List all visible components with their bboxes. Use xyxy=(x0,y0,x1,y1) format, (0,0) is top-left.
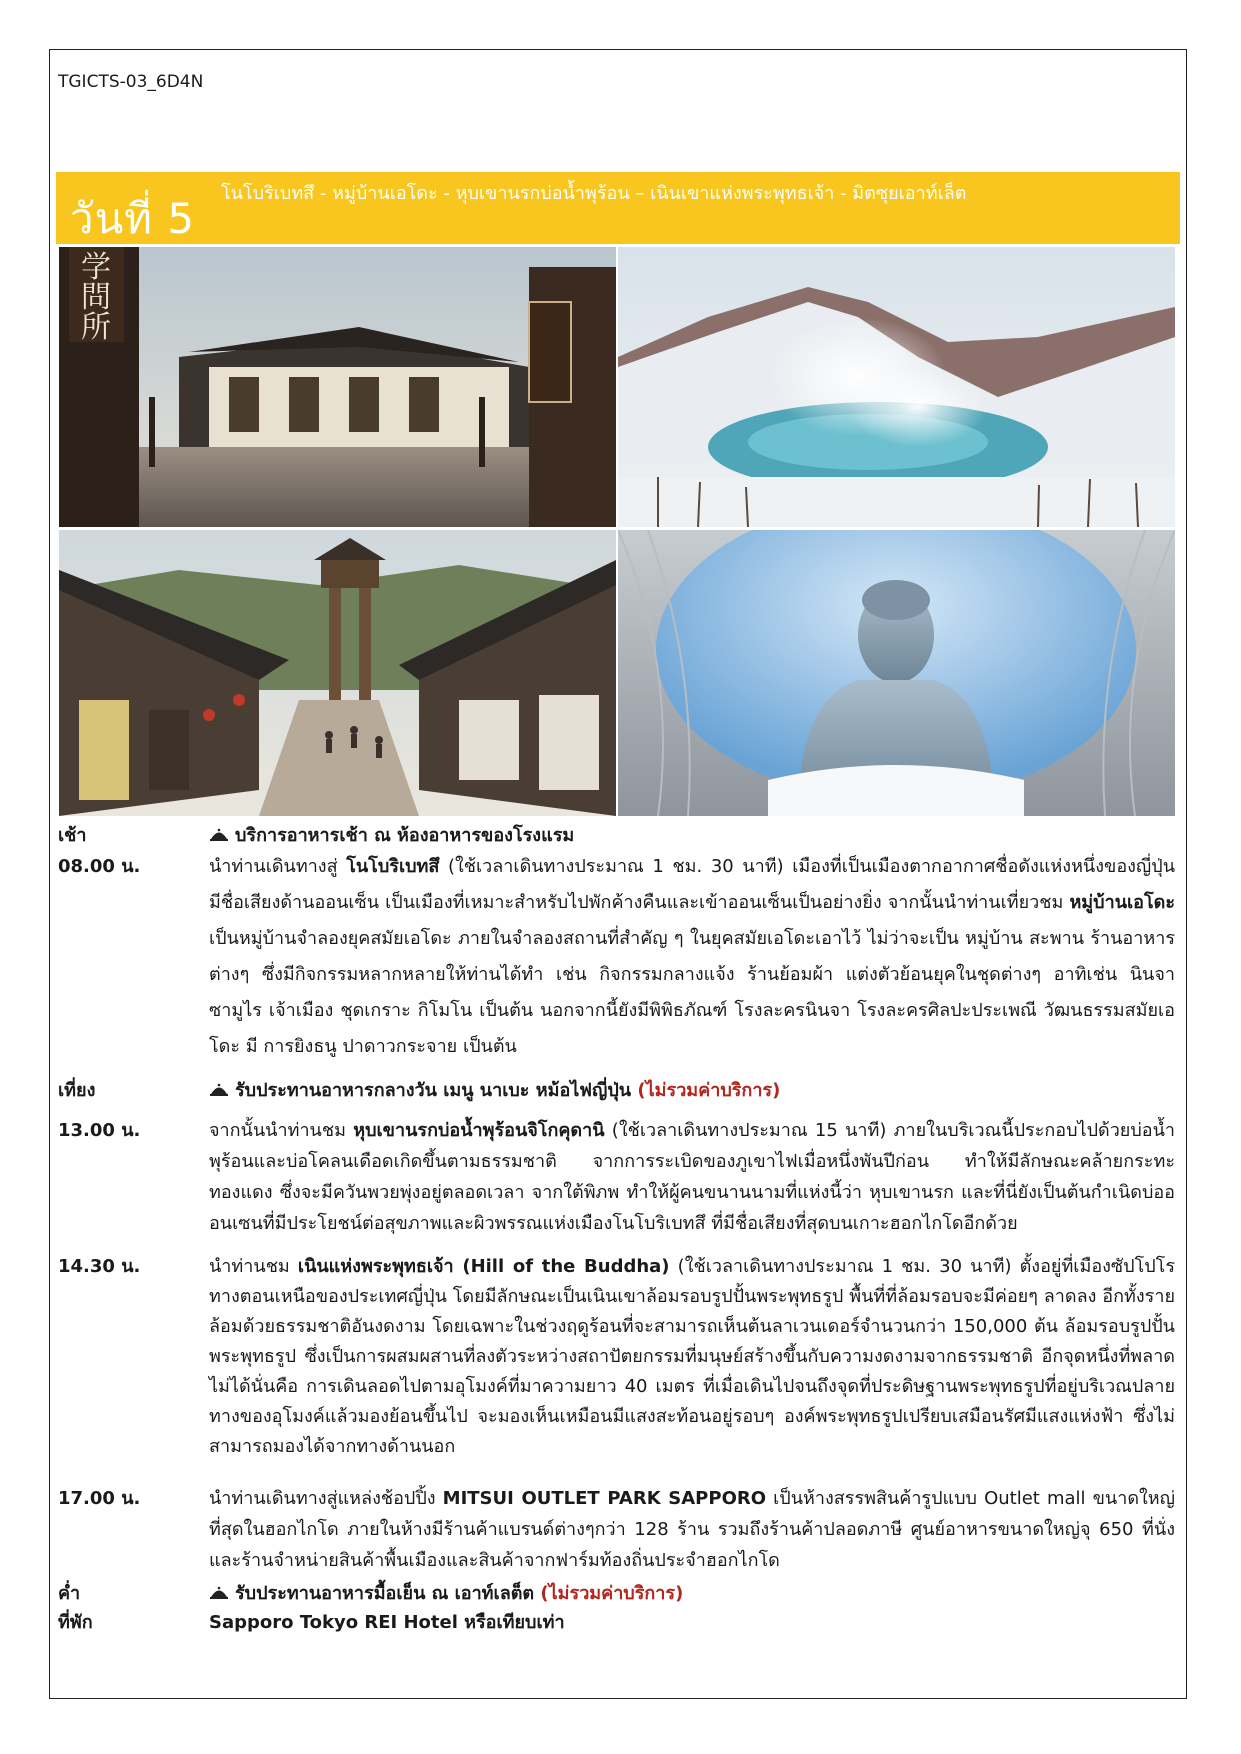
day-banner xyxy=(56,172,1180,244)
schedule-row-hotel xyxy=(58,1607,1178,1635)
schedule-row-breakfast xyxy=(58,820,1178,846)
jigokudani-valley-photo xyxy=(618,247,1175,527)
time-label: 17.00 น. xyxy=(58,1488,141,1509)
time-label: เช้า xyxy=(58,825,87,846)
dinner-text xyxy=(209,1578,1175,1607)
hill-of-the-buddha-photo xyxy=(618,530,1175,816)
hotel-text: Sapporo Tokyo REI Hotel หรือเทียบเท่า xyxy=(209,1612,565,1633)
time-label: 13.00 น. xyxy=(58,1120,141,1141)
activity-text: จากนั้นนำท่านชม xyxy=(209,1120,354,1141)
activity-text: เป็นหมู่บ้านจำลองยุคสมัยเอโดะ ภายในจำลองสถานที่สำคัญ ๆ ในยุคสมัยเอโดะเอาไว้ ไม่ว่าจะเป็น หมู่บ้าน สะพาน ร้านอาหารต่างๆ ซึ่งมีกิจกรรมหลากหลายให้ท่านได้ทำ เช่น กิจกรรมกลางแจ้ง ร้านย้อมผ้า แต่งตัวย้อนยุคในชุดต่างๆ อาทิเช่น นินจา ซามูไร เจ้าเมือง ชุดเกราะ กิโมโน เป็นต้น นอกจากนี้ยังมีพิพิธภัณฑ์ โรงละครนินจา โรงละครศิลปะประเพณี วัฒนธรรมสมัยเอโดะ มี การยิงธนู ปาดาวกระจาย เป็นต้น xyxy=(209,928,1175,1057)
schedule-row-0800 xyxy=(58,849,1178,1059)
edo-village-street-photo xyxy=(59,247,616,527)
time-label: 14.30 น. xyxy=(58,1256,141,1277)
schedule-row-1430 xyxy=(58,1252,1178,1482)
activity-1700-text xyxy=(209,1483,1175,1576)
price-note: (ไม่รวมค่าบริการ) xyxy=(540,1583,684,1604)
day-title: วันที่ 5 xyxy=(70,194,196,243)
activity-text: นำท่านเดินทางสู่ xyxy=(209,856,347,877)
place-edo-village: หมู่บ้านเอโดะ xyxy=(1069,892,1175,913)
svg-text:学: 学 xyxy=(81,250,111,285)
breakfast-label: บริการอาหารเช้า ณ ห้องอาหารของโรงแรม xyxy=(235,825,575,846)
place-mitsui-outlet: MITSUI OUTLET PARK SAPPORO xyxy=(442,1488,767,1509)
dish-icon xyxy=(209,1083,229,1097)
activity-text: นำท่านเดินทางสู่แหล่งช้อปปิ้ง xyxy=(209,1488,443,1509)
dish-icon xyxy=(209,1586,229,1600)
place-noboribetsu: โนโบริเบทสึ xyxy=(346,856,440,877)
breakfast-text xyxy=(209,820,1175,849)
dinner-label: รับประทานอาหารมื้อเย็น ณ เอาท์เลต็ต xyxy=(235,1583,541,1604)
activity-text: นำท่านชม xyxy=(209,1256,298,1277)
schedule-row-lunch xyxy=(58,1075,1178,1103)
price-note: (ไม่รวมค่าบริการ) xyxy=(637,1080,781,1101)
time-label: ค่ำ xyxy=(58,1583,81,1604)
time-label: ที่พัก xyxy=(58,1612,93,1633)
time-label: เที่ยง xyxy=(58,1080,96,1101)
day-route: โนโบริเบทสึ - หมู่บ้านเอโดะ - หุบเขานรกบ่อน้ำพุร้อน – เนินเขาแห่งพระพุทธเจ้า - มิตซุยเอาท์เล็ต xyxy=(221,183,967,204)
schedule-row-dinner xyxy=(58,1578,1178,1606)
svg-text:問: 問 xyxy=(81,280,111,315)
lunch-text xyxy=(209,1075,1175,1104)
schedule-row-1300 xyxy=(58,1115,1178,1245)
activity-text: (ใช้เวลาเดินทางประมาณ 15 นาที) ภายในบริเวณนี้ประกอบไปด้วยบ่อน้ำพุร้อนและบ่อโคลนเดือดเกิดขึ้นตามธรรมชาติ จากการระเบิดของภูเขาไฟเมื่อหนึ่งพันปีก่อน ทำให้มีลักษณะคล้ายกระทะทองแดง ซึ่งจะมีควันพวยพุ่งอยู่ตลอดเวลา จากใต้พิภพ ทำให้ผู้คนขนานนามที่แห่งนี้ว่า หุบเขานรก และที่นี่ยังเป็นต้นกำเนิดบ่อออนเซนที่มีประโยชน์ต่อสุขภาพและผิวพรรณแห่งเมืองโนโบริเบทสึ ที่มีชื่อเสียงที่สุดบนเกาะฮอกไกโดอีกด้วย xyxy=(209,1120,1175,1234)
activity-1300-text xyxy=(209,1115,1175,1239)
activity-text: (ใช้เวลาเดินทางประมาณ 1 ชม. 30 นาที) เมืองที่เป็นเมืองตากอากาศชื่อดังแห่งหนึ่งของญี่ปุ่น มีชื่อเสียงด้านออนเซ็น เป็นเมืองที่เหมาะสำหรับไปพักค้างคืนและเข้าออนเซ็นเป็นอย่างยิ่ง จากนั้นนำท่านเที่ยวชม xyxy=(209,856,1175,913)
activity-0800-text xyxy=(209,849,1175,1065)
lunch-label: รับประทานอาหารกลางวัน เมนู นาเบะ หม้อไฟญี่ปุ่น xyxy=(235,1080,638,1101)
time-label: 08.00 น. xyxy=(58,856,141,877)
edo-wonderland-photo xyxy=(59,530,616,816)
schedule-row-1700 xyxy=(58,1483,1178,1583)
svg-text:所: 所 xyxy=(81,310,111,345)
activity-1430-text xyxy=(209,1252,1175,1462)
place-hill-of-the-buddha: เนินแห่งพระพุทธเจ้า (Hill of the Buddha) xyxy=(297,1256,670,1277)
dish-icon xyxy=(209,828,229,842)
activity-text: เป็นห้างสรรพสินค้ารูปแบบ Outlet mall ขนาดใหญ่ที่สุดในฮอกไกโด ภายในห้างมีร้านค้าแบรนด์ต่างๆกว่า 128 ร้าน รวมถึงร้านค้าปลอดภาษี ศูนย์อาหารขนาดใหญ่จุ 650 ที่นั่ง และร้านจำหน่ายสินค้าพื้นเมืองและสินค้าจากฟาร์มท้องถิ่นประจำฮอกไกโด xyxy=(209,1488,1176,1571)
document-code: TGICTS-03_6D4N xyxy=(58,72,204,92)
place-jigokudani: หุบเขานรกบ่อน้ำพุร้อนจิโกคุดานิ xyxy=(353,1120,605,1141)
activity-text: (ใช้เวลาเดินทางประมาณ 1 ชม. 30 นาที) ตั้งอยู่ที่เมืองซัปโปโรทางตอนเหนือของประเทศญี่ปุ่น โดยมีลักษณะเป็นเนินเขาล้อมรอบรูปปั้นพระพุทธรูป พื้นที่ที่ล้อมรอบจะมีค่อยๆ ลาดลง อีกทั้งรายล้อมด้วยธรรมชาติอันงดงาม โดยเฉพาะในช่วงฤดูร้อนที่จะสามารถเห็นต้นลาเวนเดอร์จำนวนกว่า 150,000 ต้น ล้อมรอบรูปปั้นพระพุทธรูป ซึ่งเป็นการผสมผสานที่ลงตัวระหว่างสถาปัตยกรรมที่มนุษย์สร้างขึ้นกับความงดงามจากธรรมชาติ อีกจุดหนึ่งที่พลาดไม่ได้นั่นคือ การเดินลอดไปตามอุโมงค์ที่มาความยาว 40 เมตร ที่เมื่อเดินไปจนถึงจุดที่ประดิษฐานพระพุทธรูปที่อยู่บริเวณปลายทางของอุโมงค์แล้วมองย้อนขึ้นไป จะมองเห็นเหมือนมีแสงสะท้อนอยู่รอบๆ องค์พระพุทธรูปเปรียบเสมือนรัศมีแสงแห่งฟ้า ซึ่งไม่สามารถมองได้จากทางด้านนอก xyxy=(209,1256,1175,1457)
